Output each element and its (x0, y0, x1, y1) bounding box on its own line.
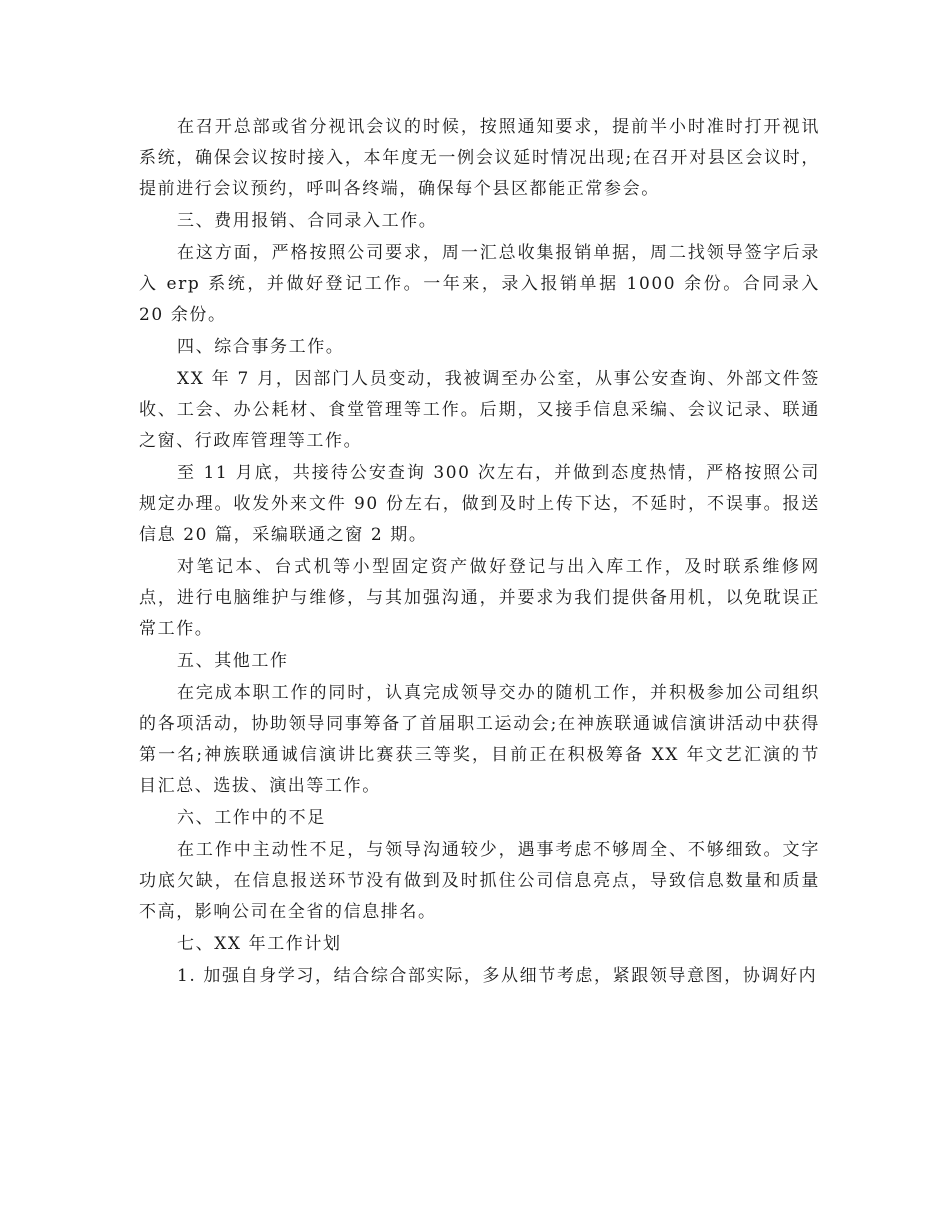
paragraph-shortcomings: 在工作中主动性不足，与领导沟通较少，遇事考虑不够周全、不够细致。文字功底欠缺，在信息报送环节没有做到及时抓住公司信息亮点，导致信息数量和质量不高，影响公司在全省的信息排名。 (139, 840, 820, 922)
heading-shortcomings: 六、工作中的不足 (177, 808, 326, 828)
heading-general-affairs: 四、综合事务工作。 (177, 337, 345, 357)
paragraph-fixed-assets: 对笔记本、台式机等小型固定资产做好登记与出入库工作，及时联系维修网点，进行电脑维护与维修，与其加强沟通，并要求为我们提供备用机，以免耽误正常工作。 (139, 557, 820, 639)
paragraph-work-plan-item-1: 1. 加强自身学习，结合综合部实际，多从细节考虑，紧跟领导意图，协调好内 (177, 966, 818, 986)
paragraph-general-affairs: XX 年 7 月，因部门人员变动，我被调至办公室，从事公安查询、外部文件签收、工会、办公耗材、食堂管理等工作。后期，又接手信息采编、会议记录、联通之窗、行政库管理等工作。 (139, 369, 820, 451)
paragraph-november-summary: 至 11 月底，共接待公安查询 300 次左右，并做到态度热情，严格按照公司规定办理。收发外来文件 90 份左右，做到及时上传下达，不延时，不误事。报送信息 20 篇，采编联通之窗 2 期。 (139, 463, 820, 545)
paragraph-expense-contract: 在这方面，严格按照公司要求，周一汇总收集报销单据，周二找领导签字后录入 erp 系统，并做好登记工作。一年来，录入报销单据 1000 余份。合同录入 20 余份。 (139, 243, 820, 325)
heading-other-work: 五、其他工作 (177, 651, 289, 671)
heading-work-plan: 七、XX 年工作计划 (177, 934, 342, 954)
heading-expense-contract: 三、费用报销、合同录入工作。 (177, 211, 438, 231)
paragraph-video-conference: 在召开总部或省分视讯会议的时候，按照通知要求，提前半小时准时打开视讯系统，确保会议按时接入，本年度无一例会议延时情况出现;在召开对县区会议时，提前进行会议预约，呼叫各终端，确保每个县区都能正常参会。 (139, 117, 820, 199)
paragraph-other-work: 在完成本职工作的同时，认真完成领导交办的随机工作，并积极参加公司组织的各项活动，协助领导同事筹备了首届职工运动会;在神族联通诚信演讲活动中获得第一名;神族联通诚信演讲比赛获三等奖，目前正在积极筹备 XX 年文艺汇演的节目汇总、选拔、演出等工作。 (139, 683, 820, 796)
